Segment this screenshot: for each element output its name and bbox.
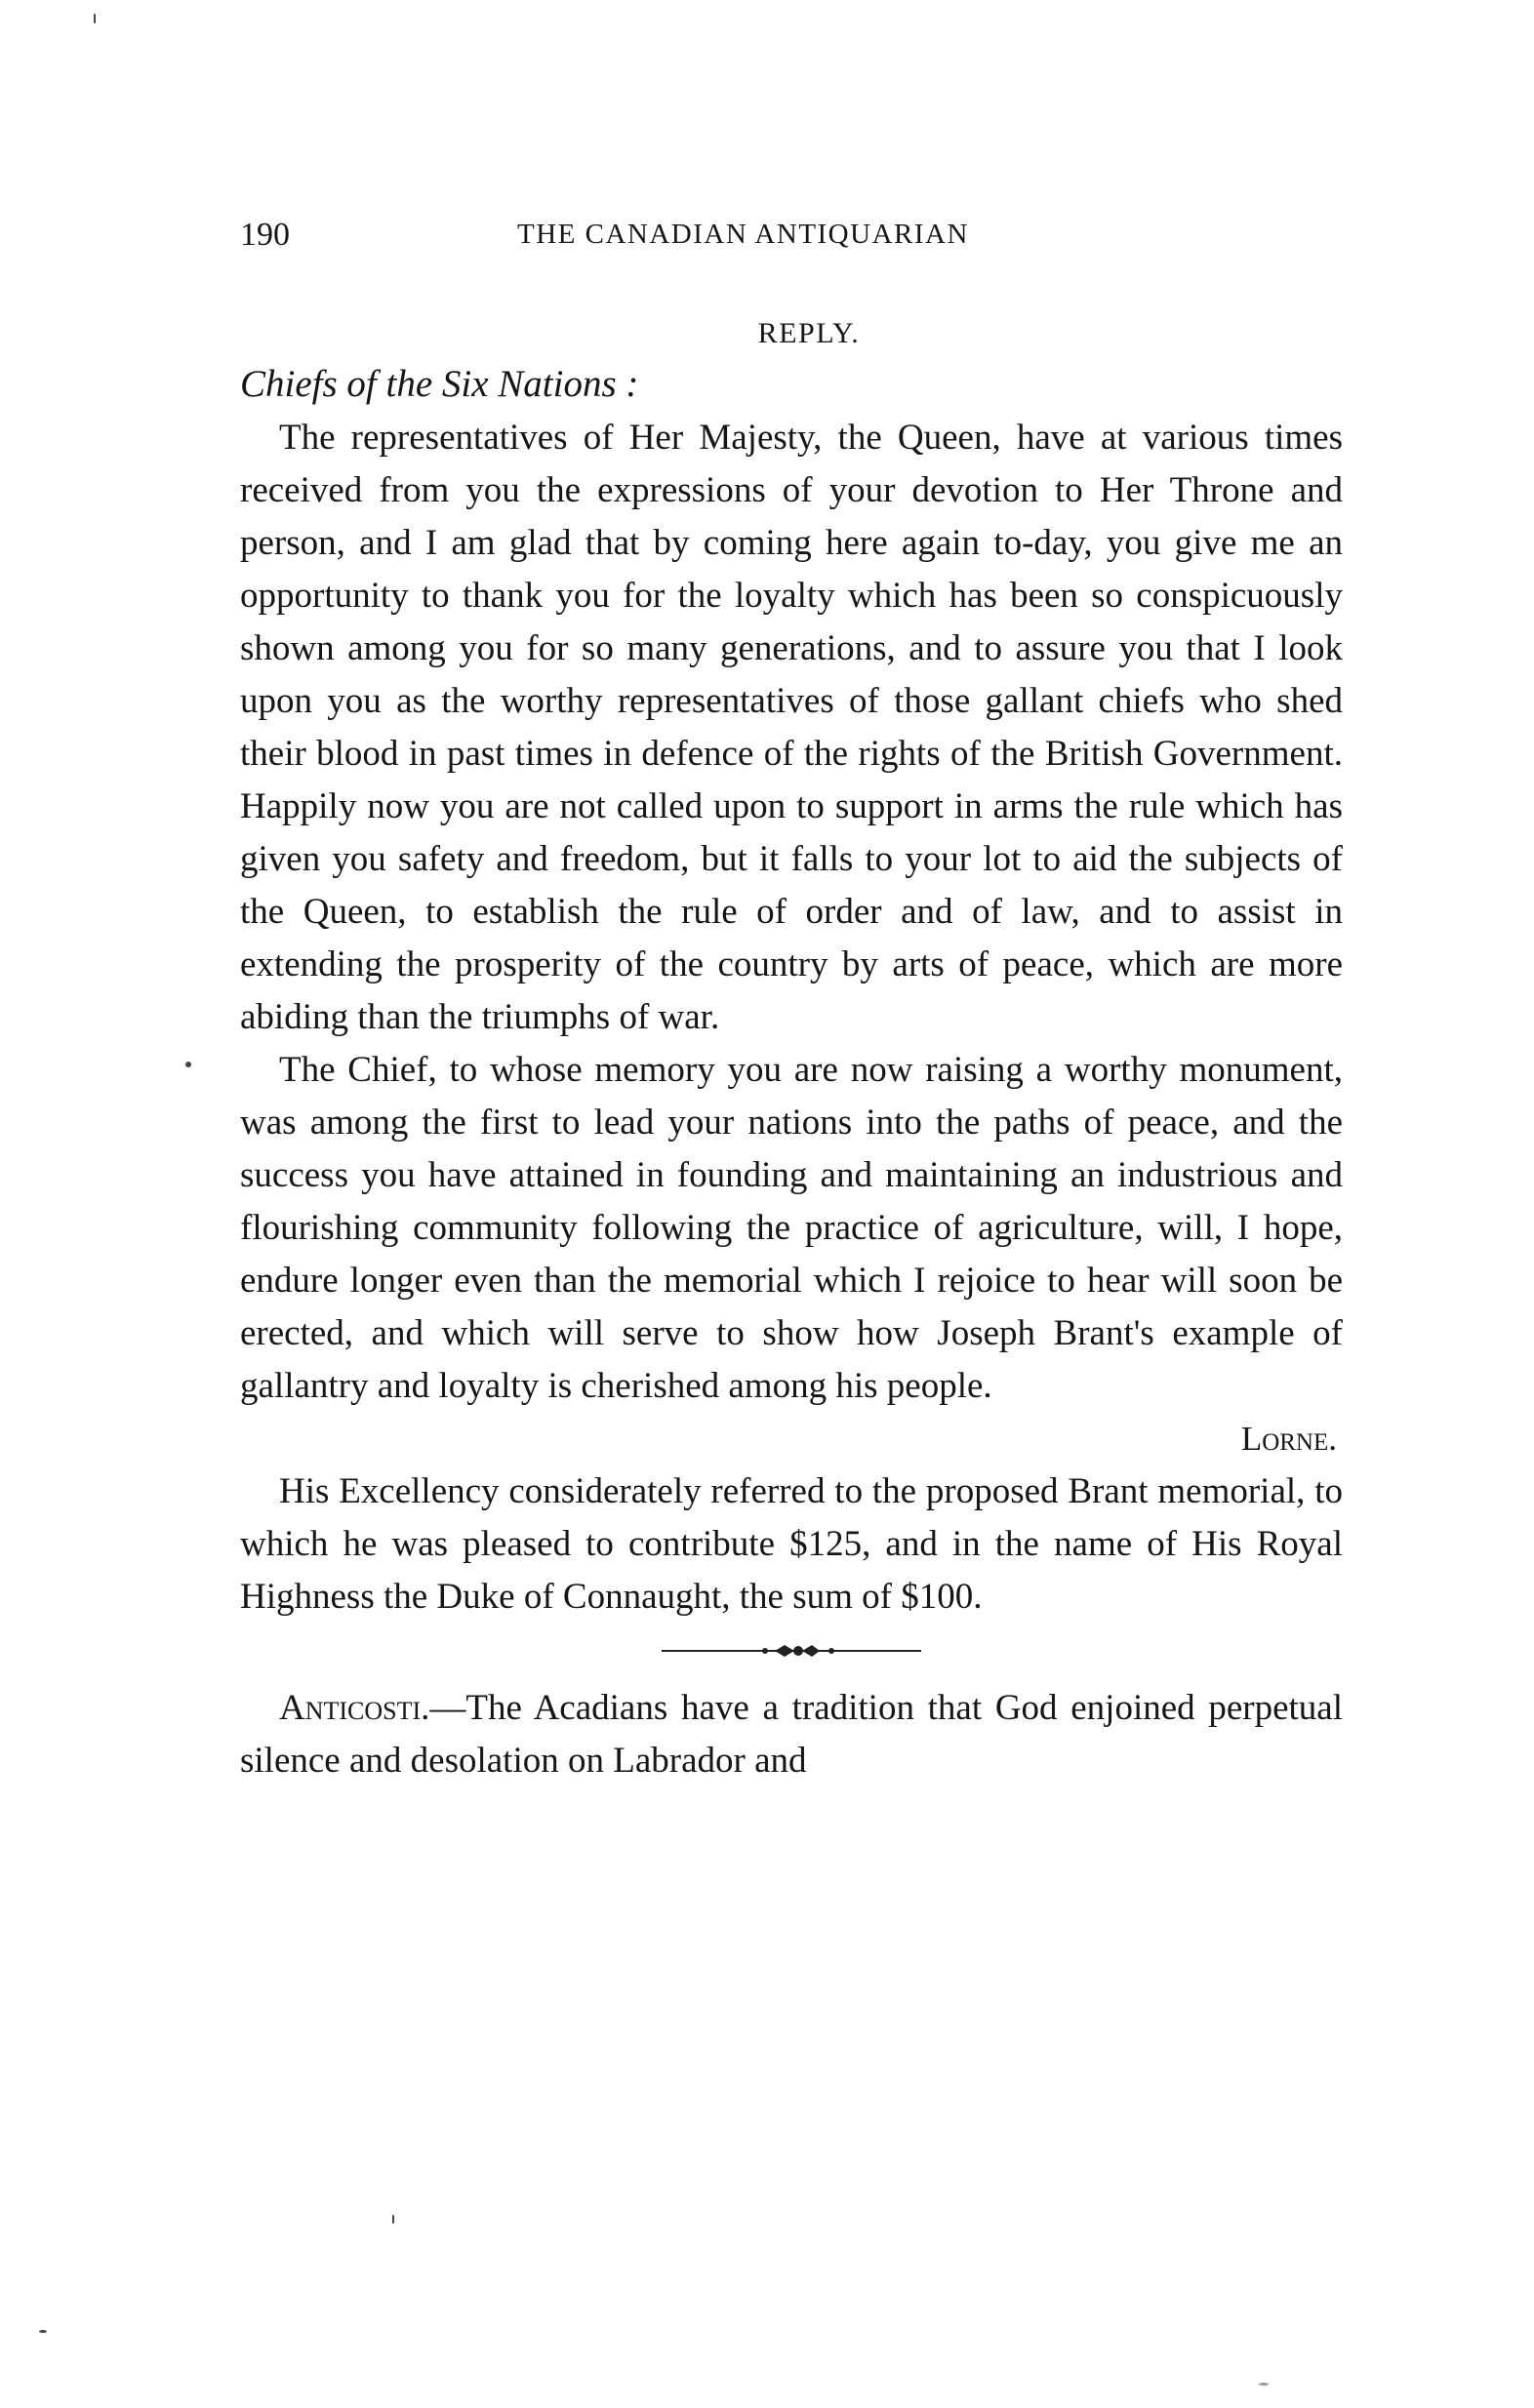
anticosti-lead: Anticosti. [279, 1688, 430, 1728]
scan-speck [39, 2330, 47, 2333]
scan-speck [392, 2215, 394, 2224]
reply-paragraph-2: The Chief, to whose memory you are now raising a worthy monument, was among the first to lead your nations into the paths of peace, and the success you have attained in founding and maintaining an industrious and flourishing community following the practice of agriculture, will, I hope, endure longer even than the memorial which I rejoice to hear will soon be erected, and which will serve to show how Joseph Brant's example of gallantry and loyalty is cherished among his people. [240, 1050, 1343, 1406]
signature: Lorne. [1240, 1420, 1337, 1458]
page-number: 190 [240, 217, 290, 253]
salutation: Chiefs of the Six Nations : [240, 363, 639, 405]
body-text [240, 310, 1343, 1787]
journal-title: THE CANADIAN ANTIQUARIAN [517, 219, 969, 250]
scan-speck [185, 1062, 191, 1067]
anticosti-text: —The Acadians have a tradition that God enjoined perpetual silence and desolation on Labrador and [240, 1688, 1343, 1781]
memorial-paragraph: His Excellency considerately referred to the proposed Brant memorial, to which he was pleased to contribute $125, and in the name of His Royal Highness the Duke of Connaught, the sum of $100. [240, 1471, 1343, 1617]
reply-heading: REPLY. [757, 317, 861, 349]
reply-paragraph-1: The representatives of Her Majesty, the Queen, have at various times received from you the expressions of your devotion to Her Throne and person, and I am glad that by coming here again to-day, you give me an opportunity to thank you for the loyalty which has been so conspicuously shown among you for so many generations, and to assure you that I look upon you as the worthy representatives of those gallant chiefs who shed their blood in past times in defence of the rights of the British Government. Happily now you are not called upon to support in arms the rule which has given you safety and freedom, but it falls to your lot to aid the subjects of the Queen, to establish the rule of order and of law, and to assist in extending the prosperity of the country by arts of peace, which are more abiding than the triumphs of war. [240, 418, 1343, 1037]
anticosti-paragraph [240, 1682, 1343, 1787]
section-divider-ornament [660, 1641, 923, 1661]
scan-speck [94, 14, 96, 23]
scan-speck [1259, 2383, 1269, 2386]
running-head [240, 217, 1352, 265]
